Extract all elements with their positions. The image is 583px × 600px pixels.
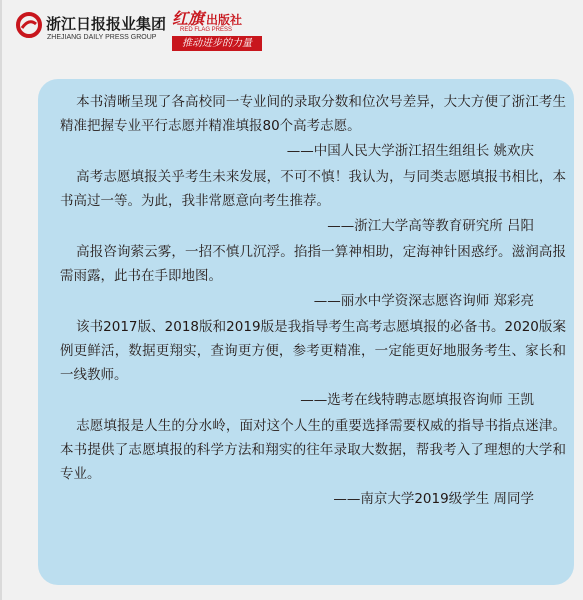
testimonial-attribution: ——中国人民大学浙江招生组组长 姚欢庆 [286, 143, 534, 159]
press-name: 出版社 [206, 13, 243, 27]
testimonial-text [38, 165, 574, 213]
testimonial-2 [38, 240, 574, 313]
testimonial-attribution: ——选考在线特聘志愿填报咨询师 王凯 [300, 392, 534, 408]
page-edge-shadow [0, 0, 2, 600]
testimonial-text [38, 414, 574, 486]
header [0, 0, 583, 66]
testimonial-text [38, 315, 574, 387]
testimonial-body: 志愿填报是人生的分水岭，面对这个人生的重要选择需要权威的指导书指点迷津。本书提供了志愿填报的科学方法和翔实的往年录取大数据，帮我考入了理想的大学和专业。 [60, 418, 566, 482]
testimonial-4 [38, 414, 574, 511]
testimonial-panel [38, 79, 574, 585]
testimonial-body: 该书2017版、2018版和2019版是我指导考生高考志愿填报的必备书。2020版案例更鲜活，数据更翔实，查询更方便，参考更精准，一定能更好地服务考生、家长和一线教师。 [60, 319, 566, 383]
publisher-logo-icon [16, 12, 42, 38]
testimonial-3 [38, 315, 574, 412]
press-slogan: 推动进步的力量 [172, 36, 262, 51]
testimonial-0 [38, 90, 574, 163]
testimonial-attribution: ——南京大学2019级学生 周同学 [333, 491, 534, 507]
testimonial-attribution: ——丽水中学资深志愿咨询师 郑彩亮 [313, 293, 534, 309]
press-title [172, 6, 242, 29]
press-brand: 红旗 [172, 9, 205, 28]
testimonial-text [38, 90, 574, 138]
publisher-logo [16, 10, 176, 50]
testimonial-attribution: ——浙江大学高等教育研究所 吕阳 [327, 218, 534, 234]
press-logo [172, 6, 264, 52]
publisher-name: 浙江日报报业集团 [46, 15, 167, 33]
publisher-english-name: ZHEJIANG DAILY PRESS GROUP [47, 34, 157, 41]
testimonial-body: 高报咨询萦云雾，一招不慎几沉浮。掐指一算神相助，定海神针困惑纾。滋润高报需雨露，此书在手即地图。 [60, 244, 566, 284]
testimonial-text [38, 240, 574, 288]
testimonial-body: 高考志愿填报关乎考生未来发展，不可不慎！我认为，与同类志愿填报书相比，本书高过一等。为此，我非常愿意向考生推荐。 [60, 169, 566, 209]
testimonial-1 [38, 165, 574, 238]
press-english-name: RED FLAG PRESS [180, 27, 233, 33]
testimonial-body: 本书清晰呈现了各高校同一专业间的录取分数和位次号差异，大大方便了浙江考生精准把握专业平行志愿并精准填报80个高考志愿。 [60, 94, 566, 134]
